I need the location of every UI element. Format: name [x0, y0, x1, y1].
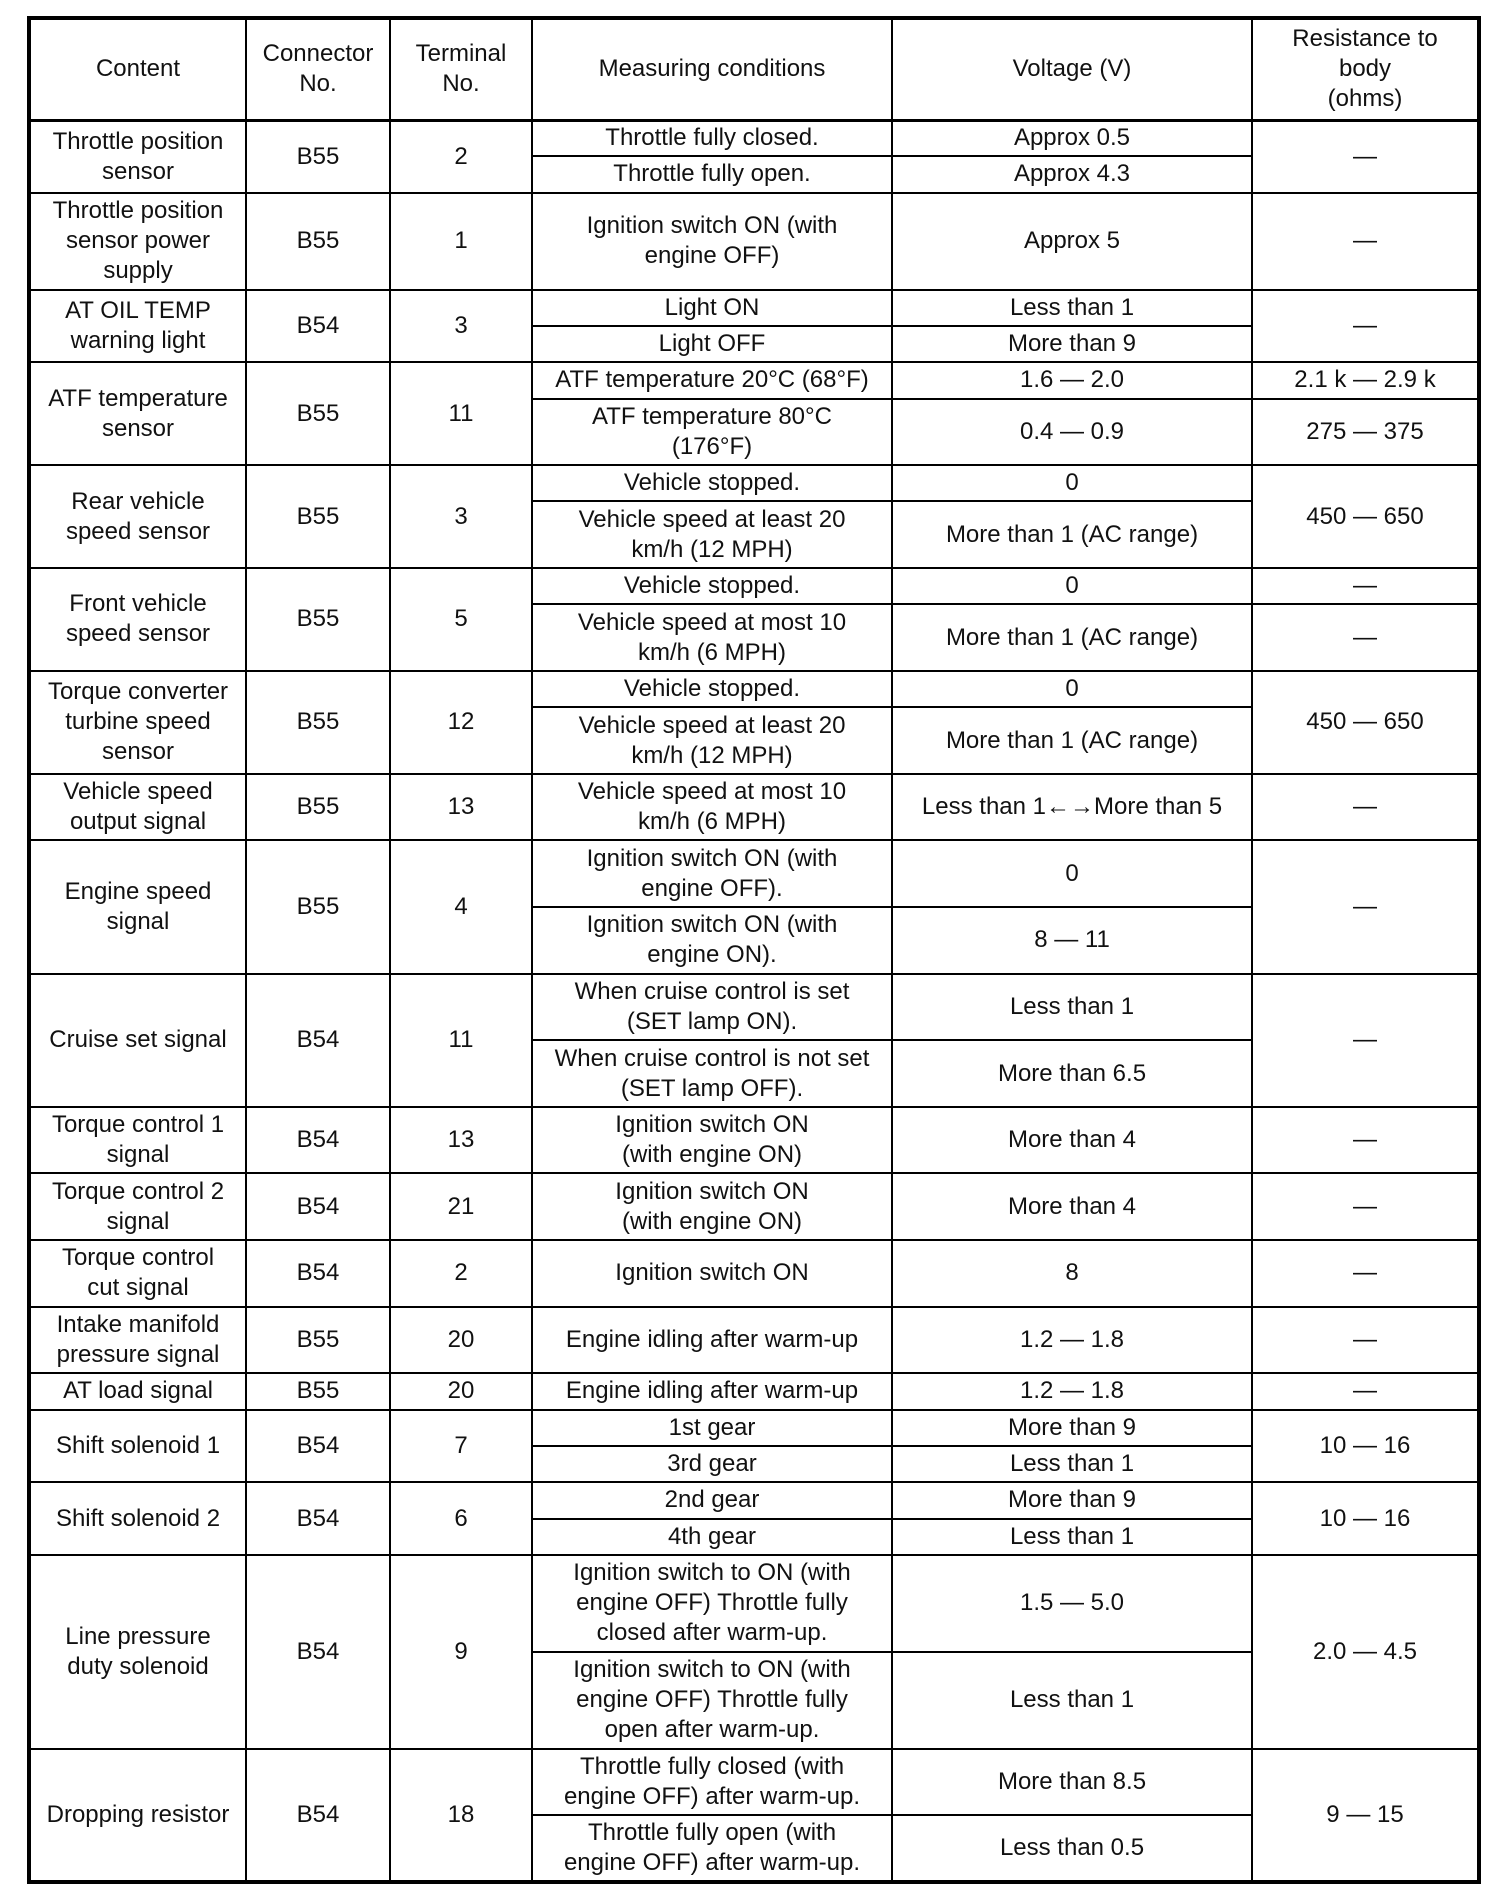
- table-row: [29, 193, 1479, 290]
- connector-cell: B54: [246, 1173, 390, 1240]
- header-content: Content: [29, 18, 246, 120]
- connector-cell: B55: [246, 1373, 390, 1409]
- condition-cell: Light ON: [532, 290, 892, 326]
- table-row: [29, 974, 1479, 1041]
- voltage-cell: Approx 0.5: [892, 120, 1252, 156]
- content-cell: Rear vehicle speed sensor: [29, 465, 246, 568]
- terminal-cell: 5: [390, 568, 532, 671]
- voltage-cell: More than 9: [892, 1482, 1252, 1518]
- voltage-cell: 1.5 — 5.0: [892, 1555, 1252, 1652]
- terminal-cell: 21: [390, 1173, 532, 1240]
- voltage-cell: 1.6 — 2.0: [892, 362, 1252, 398]
- condition-cell: Ignition switch ON (with engine ON): [532, 1173, 892, 1240]
- content-cell: AT load signal: [29, 1373, 246, 1409]
- content-cell: Torque control 1 signal: [29, 1107, 246, 1174]
- connector-cell: B54: [246, 1482, 390, 1555]
- table-row: [29, 774, 1479, 841]
- condition-cell: 3rd gear: [532, 1446, 892, 1482]
- condition-cell: Engine idling after warm-up: [532, 1307, 892, 1374]
- content-cell: Engine speed signal: [29, 840, 246, 973]
- table-row: [29, 1749, 1479, 1816]
- condition-cell: Vehicle stopped.: [532, 671, 892, 707]
- condition-cell: Vehicle speed at most 10 km/h (6 MPH): [532, 774, 892, 841]
- terminal-cell: 18: [390, 1749, 532, 1882]
- table-row: [29, 1240, 1479, 1307]
- connector-cell: B55: [246, 120, 390, 193]
- connector-cell: B54: [246, 1240, 390, 1307]
- terminal-cell: 20: [390, 1373, 532, 1409]
- terminal-cell: 6: [390, 1482, 532, 1555]
- resistance-cell: 10 — 16: [1252, 1482, 1479, 1555]
- terminal-cell: 3: [390, 290, 532, 363]
- voltage-cell: Less than 1: [892, 1446, 1252, 1482]
- connector-cell: B55: [246, 774, 390, 841]
- terminal-cell: 4: [390, 840, 532, 973]
- table-row: [29, 1307, 1479, 1374]
- header-row: [29, 18, 1479, 120]
- resistance-cell: —: [1252, 1173, 1479, 1240]
- content-cell: Vehicle speed output signal: [29, 774, 246, 841]
- voltage-cell: 1.2 — 1.8: [892, 1373, 1252, 1409]
- voltage-cell: More than 9: [892, 326, 1252, 362]
- resistance-cell: 275 — 375: [1252, 399, 1479, 466]
- resistance-cell: —: [1252, 1107, 1479, 1174]
- connector-cell: B55: [246, 671, 390, 774]
- voltage-cell: More than 1 (AC range): [892, 501, 1252, 568]
- voltage-cell: More than 4: [892, 1173, 1252, 1240]
- resistance-cell: 450 — 650: [1252, 465, 1479, 568]
- voltage-cell: 0.4 — 0.9: [892, 399, 1252, 466]
- condition-cell: Vehicle stopped.: [532, 568, 892, 604]
- terminal-cell: 7: [390, 1410, 532, 1483]
- table-row: [29, 362, 1479, 398]
- table-row: [29, 1555, 1479, 1652]
- resistance-cell: 2.1 k — 2.9 k: [1252, 362, 1479, 398]
- connector-cell: B54: [246, 1410, 390, 1483]
- condition-cell: When cruise control is not set (SET lamp OFF).: [532, 1040, 892, 1107]
- voltage-cell: Less than 1: [892, 290, 1252, 326]
- condition-cell: Ignition switch to ON (with engine OFF) Throttle fully open after warm-up.: [532, 1652, 892, 1749]
- condition-cell: Ignition switch ON (with engine ON): [532, 1107, 892, 1174]
- content-cell: ATF temperature sensor: [29, 362, 246, 465]
- voltage-cell: 8: [892, 1240, 1252, 1307]
- content-cell: Throttle position sensor power supply: [29, 193, 246, 290]
- condition-cell: 4th gear: [532, 1519, 892, 1555]
- resistance-cell: —: [1252, 604, 1479, 671]
- voltage-cell: Approx 5: [892, 193, 1252, 290]
- terminal-cell: 12: [390, 671, 532, 774]
- content-cell: Torque control cut signal: [29, 1240, 246, 1307]
- voltage-cell: 1.2 — 1.8: [892, 1307, 1252, 1374]
- condition-cell: Vehicle speed at least 20 km/h (12 MPH): [532, 501, 892, 568]
- resistance-cell: —: [1252, 193, 1479, 290]
- table-row: [29, 120, 1479, 156]
- connector-cell: B55: [246, 1307, 390, 1374]
- voltage-cell: More than 4: [892, 1107, 1252, 1174]
- resistance-cell: —: [1252, 120, 1479, 193]
- voltage-cell: More than 6.5: [892, 1040, 1252, 1107]
- content-cell: Front vehicle speed sensor: [29, 568, 246, 671]
- header-connector: Connector No.: [246, 18, 390, 120]
- content-cell: Torque control 2 signal: [29, 1173, 246, 1240]
- condition-cell: Throttle fully open (with engine OFF) after warm-up.: [532, 1815, 892, 1882]
- resistance-cell: —: [1252, 568, 1479, 604]
- table-row: [29, 1410, 1479, 1446]
- voltage-cell: More than 9: [892, 1410, 1252, 1446]
- condition-cell: When cruise control is set (SET lamp ON).: [532, 974, 892, 1041]
- resistance-cell: —: [1252, 290, 1479, 363]
- terminal-cell: 20: [390, 1307, 532, 1374]
- terminal-cell: 11: [390, 974, 532, 1107]
- resistance-cell: 10 — 16: [1252, 1410, 1479, 1483]
- resistance-cell: —: [1252, 1307, 1479, 1374]
- resistance-cell: —: [1252, 1373, 1479, 1409]
- condition-cell: Vehicle speed at least 20 km/h (12 MPH): [532, 707, 892, 774]
- terminal-cell: 13: [390, 774, 532, 841]
- voltage-cell: Less than 0.5: [892, 1815, 1252, 1882]
- condition-cell: Ignition switch ON (with engine OFF).: [532, 840, 892, 907]
- voltage-cell: 0: [892, 568, 1252, 604]
- voltage-cell: 0: [892, 465, 1252, 501]
- resistance-cell: 2.0 — 4.5: [1252, 1555, 1479, 1749]
- table-row: [29, 671, 1479, 707]
- table-row: [29, 840, 1479, 907]
- table-row: [29, 1482, 1479, 1518]
- content-cell: Throttle position sensor: [29, 120, 246, 193]
- content-cell: AT OIL TEMP warning light: [29, 290, 246, 363]
- content-cell: Intake manifold pressure signal: [29, 1307, 246, 1374]
- condition-cell: Ignition switch ON (with engine ON).: [532, 907, 892, 974]
- voltage-cell: 0: [892, 840, 1252, 907]
- condition-cell: Vehicle stopped.: [532, 465, 892, 501]
- content-cell: Shift solenoid 1: [29, 1410, 246, 1483]
- content-cell: Torque converter turbine speed sensor: [29, 671, 246, 774]
- terminal-cell: 11: [390, 362, 532, 465]
- voltage-cell: Less than 1: [892, 1652, 1252, 1749]
- condition-cell: ATF temperature 20°C (68°F): [532, 362, 892, 398]
- condition-cell: Throttle fully open.: [532, 156, 892, 192]
- content-cell: Line pressure duty solenoid: [29, 1555, 246, 1749]
- connector-cell: B54: [246, 1749, 390, 1882]
- terminal-cell: 1: [390, 193, 532, 290]
- condition-cell: Vehicle speed at most 10 km/h (6 MPH): [532, 604, 892, 671]
- resistance-cell: —: [1252, 774, 1479, 841]
- connector-cell: B54: [246, 290, 390, 363]
- voltage-cell: More than 1 (AC range): [892, 604, 1252, 671]
- condition-cell: 1st gear: [532, 1410, 892, 1446]
- table-row: [29, 290, 1479, 326]
- content-cell: Dropping resistor: [29, 1749, 246, 1882]
- header-conditions: Measuring conditions: [532, 18, 892, 120]
- condition-cell: Ignition switch ON: [532, 1240, 892, 1307]
- content-cell: Cruise set signal: [29, 974, 246, 1107]
- resistance-cell: —: [1252, 1240, 1479, 1307]
- condition-cell: Throttle fully closed.: [532, 120, 892, 156]
- condition-cell: Light OFF: [532, 326, 892, 362]
- resistance-cell: 9 — 15: [1252, 1749, 1479, 1882]
- voltage-cell: 0: [892, 671, 1252, 707]
- connector-cell: B54: [246, 1555, 390, 1749]
- spec-table: [27, 16, 1481, 1884]
- condition-cell: Ignition switch to ON (with engine OFF) Throttle fully closed after warm-up.: [532, 1555, 892, 1652]
- connector-cell: B55: [246, 465, 390, 568]
- header-terminal: Terminal No.: [390, 18, 532, 120]
- resistance-cell: —: [1252, 840, 1479, 973]
- terminal-cell: 2: [390, 120, 532, 193]
- condition-cell: Ignition switch ON (with engine OFF): [532, 193, 892, 290]
- voltage-cell: Less than 1: [892, 974, 1252, 1041]
- table-row: [29, 1107, 1479, 1174]
- connector-cell: B54: [246, 1107, 390, 1174]
- voltage-cell: Less than 1←→More than 5: [892, 774, 1252, 841]
- condition-cell: 2nd gear: [532, 1482, 892, 1518]
- resistance-cell: 450 — 650: [1252, 671, 1479, 774]
- table-row: [29, 1373, 1479, 1409]
- connector-cell: B55: [246, 568, 390, 671]
- voltage-cell: More than 8.5: [892, 1749, 1252, 1816]
- connector-cell: B55: [246, 840, 390, 973]
- connector-cell: B55: [246, 362, 390, 465]
- voltage-cell: Approx 4.3: [892, 156, 1252, 192]
- table-body: [29, 120, 1479, 1882]
- terminal-cell: 13: [390, 1107, 532, 1174]
- terminal-cell: 3: [390, 465, 532, 568]
- connector-cell: B54: [246, 974, 390, 1107]
- content-cell: Shift solenoid 2: [29, 1482, 246, 1555]
- condition-cell: Engine idling after warm-up: [532, 1373, 892, 1409]
- condition-cell: ATF temperature 80°C (176°F): [532, 399, 892, 466]
- table-row: [29, 1173, 1479, 1240]
- condition-cell: Throttle fully closed (with engine OFF) after warm-up.: [532, 1749, 892, 1816]
- voltage-cell: More than 1 (AC range): [892, 707, 1252, 774]
- table-row: [29, 568, 1479, 604]
- voltage-cell: Less than 1: [892, 1519, 1252, 1555]
- terminal-cell: 2: [390, 1240, 532, 1307]
- header-resistance: Resistance to body (ohms): [1252, 18, 1479, 120]
- terminal-cell: 9: [390, 1555, 532, 1749]
- resistance-cell: —: [1252, 974, 1479, 1107]
- connector-cell: B55: [246, 193, 390, 290]
- voltage-cell: 8 — 11: [892, 907, 1252, 974]
- table-row: [29, 465, 1479, 501]
- header-voltage: Voltage (V): [892, 18, 1252, 120]
